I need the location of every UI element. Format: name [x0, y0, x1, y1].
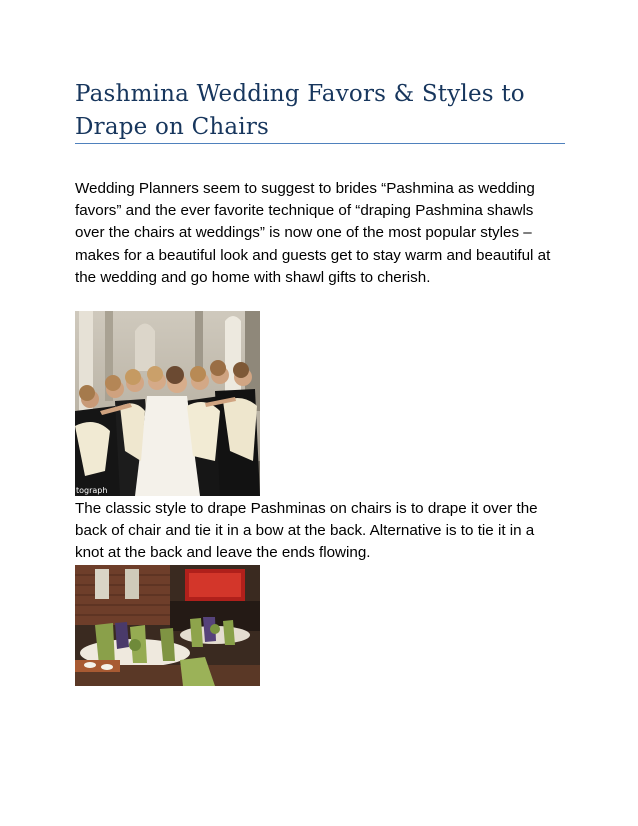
bridesmaids-photo [75, 311, 260, 496]
title-line-1: Pashmina Wedding Favors & Styles to [75, 81, 525, 107]
reception-chairs-photo [75, 565, 260, 686]
title-line-2: Drape on Chairs [75, 114, 270, 140]
paragraph-classic-style: The classic style to drape Pashminas on chairs is to drape it over the back of chair and tie it in a bow at the back. Alternative is to tie it in a knot at the back and leave the ends flowing. [75, 500, 538, 562]
title-underline [75, 143, 565, 144]
page-title [75, 78, 565, 144]
photo-watermark: tograph [76, 486, 108, 495]
paragraph-intro: Wedding Planners seem to suggest to brides “Pashmina as wedding favors” and the ever favorite technique of “draping Pashmina shawls over the chairs at weddings” is now one of the most popular styles – makes for a beautiful look and guests get to stay warm and beautiful at the wedding and go home with shawl gifts to cherish. [75, 180, 551, 286]
